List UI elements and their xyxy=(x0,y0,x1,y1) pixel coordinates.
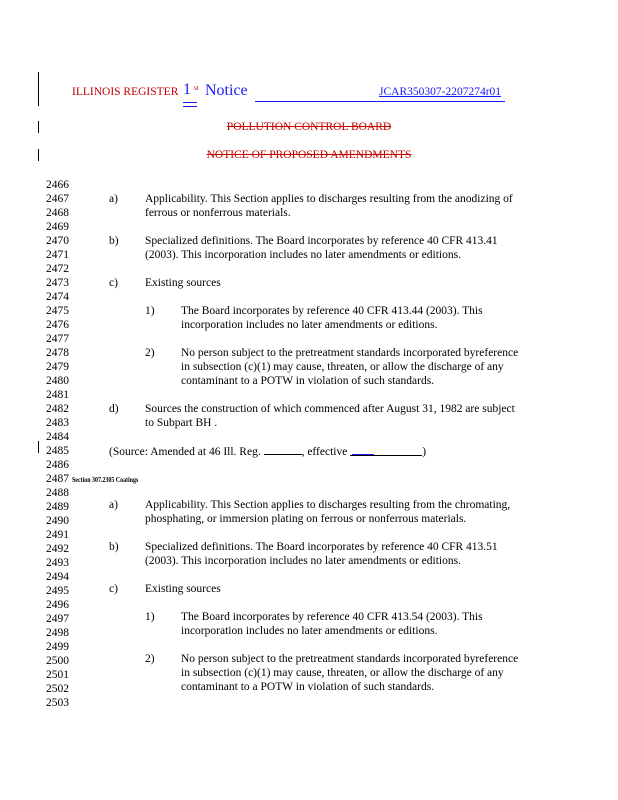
line-number: 2496 xyxy=(46,599,69,611)
line-number: 2484 xyxy=(46,431,69,443)
line-number: 2487 xyxy=(46,473,69,485)
line-number: 2492 xyxy=(46,543,69,555)
line-number: 2482 xyxy=(46,403,69,415)
line-number: 2478 xyxy=(46,347,69,359)
item-label: c) xyxy=(109,277,118,289)
line-number: 2501 xyxy=(46,669,69,681)
paragraph-text: Applicability. This Section applies to discharges resulting from the anodizing of xyxy=(145,193,513,205)
line-number: 2466 xyxy=(46,179,69,191)
change-bar xyxy=(38,441,39,453)
item-label: 2) xyxy=(145,347,155,359)
section-heading: Section 307.2305 Coatings xyxy=(72,476,139,484)
line-number: 2488 xyxy=(46,487,69,499)
line-number: 2495 xyxy=(46,585,69,597)
paragraph-text: (2003). This incorporation includes no later amendments or editions. xyxy=(145,555,461,567)
paragraph-text: in subsection (c)(1) may cause, threaten, or allow the discharge of any xyxy=(181,667,504,679)
notice-label: Notice xyxy=(205,82,248,99)
line-number: 2480 xyxy=(46,375,69,387)
line-number: 2468 xyxy=(46,207,69,219)
line-number: 2471 xyxy=(46,249,69,261)
line-number: 2474 xyxy=(46,291,69,303)
line-number: 2475 xyxy=(46,305,69,317)
notice-title: NOTICE OF PROPOSED AMENDMENTS xyxy=(206,149,412,161)
line-number: 2470 xyxy=(46,235,69,247)
line-number: 2489 xyxy=(46,501,69,513)
paragraph-text: Existing sources xyxy=(145,583,221,595)
item-label: b) xyxy=(109,541,119,553)
line-number: 2473 xyxy=(46,277,69,289)
page-header xyxy=(72,80,542,110)
line-number: 2493 xyxy=(46,557,69,569)
line-number: 2494 xyxy=(46,571,69,583)
blank-field xyxy=(350,445,422,455)
line-number: 2498 xyxy=(46,627,69,639)
paragraph-text: to Subpart BH . xyxy=(145,417,218,429)
paragraph-text: No person subject to the pretreatment standards incorporated byreference xyxy=(181,653,519,665)
item-label: a) xyxy=(109,193,118,205)
page-number-superscript: st xyxy=(194,84,199,92)
paragraph-text: incorporation includes no later amendments or editions. xyxy=(181,319,438,331)
line-number: 2476 xyxy=(46,319,69,331)
line-number: 2486 xyxy=(46,459,69,471)
line-number: 2483 xyxy=(46,417,69,429)
item-label: 1) xyxy=(145,611,155,623)
item-label: 2) xyxy=(145,653,155,665)
paragraph-text: ferrous or nonferrous materials. xyxy=(145,207,291,219)
blank-field xyxy=(264,444,302,455)
paragraph-text: contaminant to a POTW in violation of such standards. xyxy=(181,375,435,387)
item-label: 1) xyxy=(145,305,155,317)
source-note xyxy=(109,444,426,459)
line-number: 2472 xyxy=(46,263,69,275)
register-title: ILLINOIS REGISTER xyxy=(72,86,179,98)
line-number: 2503 xyxy=(46,697,69,709)
item-label: c) xyxy=(109,583,118,595)
line-number: 2490 xyxy=(46,515,69,527)
line-number: 2467 xyxy=(46,193,69,205)
document-code: JCAR350307-2207274r01 xyxy=(379,86,502,98)
source-text: (Source: Amended at 46 Ill. Reg. xyxy=(109,446,264,458)
line-number: 2491 xyxy=(46,529,69,541)
item-label: d) xyxy=(109,403,119,415)
line-number: 2502 xyxy=(46,683,69,695)
paragraph-text: No person subject to the pretreatment standards incorporated byreference xyxy=(181,347,519,359)
page-number: 1 xyxy=(183,81,191,98)
paragraph-text: The Board incorporates by reference 40 CFR 413.54 (2003). This xyxy=(181,611,483,623)
line-number: 2500 xyxy=(46,655,69,667)
source-end: ) xyxy=(422,446,427,458)
source-effective: , effective xyxy=(301,446,351,458)
line-number: 2481 xyxy=(46,389,69,401)
paragraph-text: (2003). This incorporation includes no later amendments or editions. xyxy=(145,249,461,261)
line-number: 2497 xyxy=(46,613,69,625)
paragraph-text: Applicability. This Section applies to discharges resulting from the chromating, xyxy=(145,499,511,511)
item-label: a) xyxy=(109,499,118,511)
line-number: 2477 xyxy=(46,333,69,345)
paragraph-text: Specialized definitions. The Board incorporates by reference 40 CFR 413.41 xyxy=(145,235,498,247)
item-label: b) xyxy=(109,235,119,247)
line-number: 2479 xyxy=(46,361,69,373)
paragraph-text: Existing sources xyxy=(145,277,221,289)
paragraph-text: The Board incorporates by reference 40 CFR 413.44 (2003). This xyxy=(181,305,483,317)
underline xyxy=(350,455,422,456)
agency-title: POLLUTION CONTROL BOARD xyxy=(226,121,392,133)
double-underline xyxy=(183,102,197,107)
paragraph-text: contaminant to a POTW in violation of such standards. xyxy=(181,681,435,693)
paragraph-text: Sources the construction of which commenced after August 31, 1982 are subject xyxy=(145,403,515,415)
paragraph-text: phosphating, or immersion plating on ferrous or nonferrous materials. xyxy=(145,513,467,525)
line-number: 2499 xyxy=(46,641,69,653)
line-number: 2485 xyxy=(46,445,69,457)
paragraph-text: Specialized definitions. The Board incorporates by reference 40 CFR 413.51 xyxy=(145,541,498,553)
change-bar xyxy=(38,72,39,106)
header-underline xyxy=(255,101,505,102)
paragraph-text: in subsection (c)(1) may cause, threaten, or allow the discharge of any xyxy=(181,361,504,373)
paragraph-text: incorporation includes no later amendments or editions. xyxy=(181,625,438,637)
line-number: 2469 xyxy=(46,221,69,233)
